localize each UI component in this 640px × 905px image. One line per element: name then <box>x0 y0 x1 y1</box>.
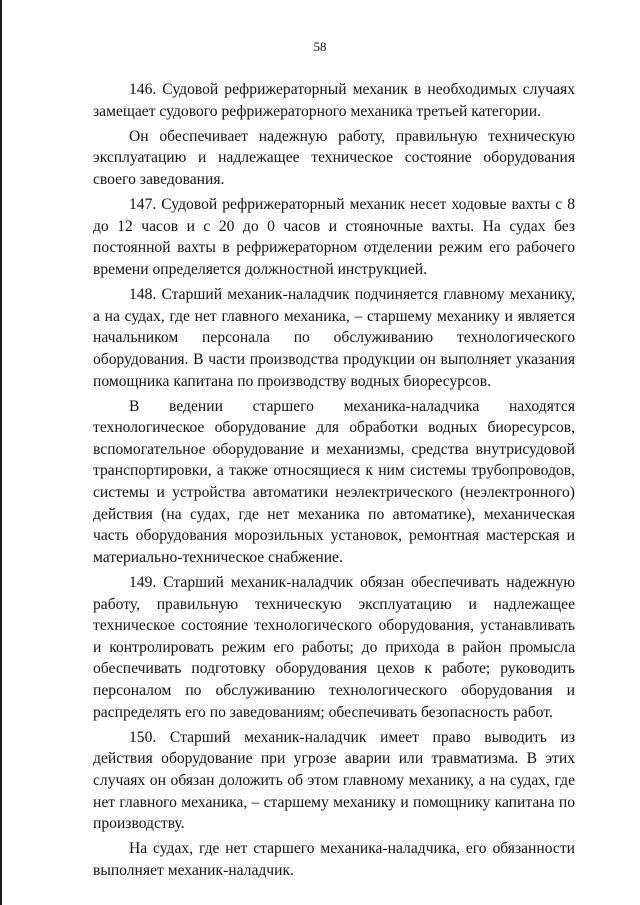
paragraph-146: 146. Судовой рефрижераторный механик в необходимых случаях замещает судового рефрижераторного механика третьей категории. <box>93 81 575 120</box>
paragraph-148: 148. Старший механик-наладчик подчиняется главному механику, а на судах, где нет главного механика, – старшему механику и является начальником персонала по обслуживанию технологического оборудования. В части производства продукции он выполняет указания помощника капитана по производству водных биоресурсов. <box>93 286 575 390</box>
paragraph-149: 149. Старший механик-наладчик обязан обеспечивать надежную работу, правильную техническую эксплуатацию и надлежащее техническое состояние технологического оборудования, устанавливать и контролировать режим его работы; до прихода в район промысла обеспечивать подготовку оборудования цехов к работе; руководить персоналом по обслуживанию технологического оборудования и распределять его по заведованиям; обеспечивать безопасность работ. <box>93 574 575 721</box>
scan-edge-line <box>0 0 2 905</box>
paragraph-150-continued: На судах, где нет старшего механика-наладчика, его обязанности выполняет механик-наладчик. <box>93 840 575 879</box>
paragraph-146-continued: Он обеспечивает надежную работу, правильную техническую эксплуатацию и надлежащее техническое состояние оборудования своего заведования. <box>93 127 575 188</box>
paragraph-150: 150. Старший механик-наладчик имеет право выводить из действия оборудование при угрозе аварии или травматизма. В этих случаях он обязан доложить об этом главному механику, а на судах, где нет главного механика, – старшему механику и помощнику капитана по производству. <box>93 728 575 833</box>
page-number: 58 <box>313 39 327 54</box>
document-body <box>93 79 575 885</box>
paragraph-148-continued: В ведении старшего механика-наладчика находятся технологическое оборудование для обработки водных биоресурсов, вспомогательное оборудование и механизмы, средства внутрисудовой транспортировки, а также относящиеся к ним системы трубопроводов, системы и устройства автоматики неэлектрического (неэлектронного) действия (на судах, где нет механика по автоматике), механическая часть оборудования морозильных установок, ремонтная мастерская и материально-техническое снабжение. <box>93 397 575 566</box>
paragraph-147: 147. Судовой рефрижераторный механик несет ходовые вахты с 8 до 12 часов и с 20 до 0 часов и стояночные вахты. На судах без постоянной вахты в рефрижераторном отделении режим его рабочего времени определяется должностной инструкцией. <box>93 196 575 278</box>
